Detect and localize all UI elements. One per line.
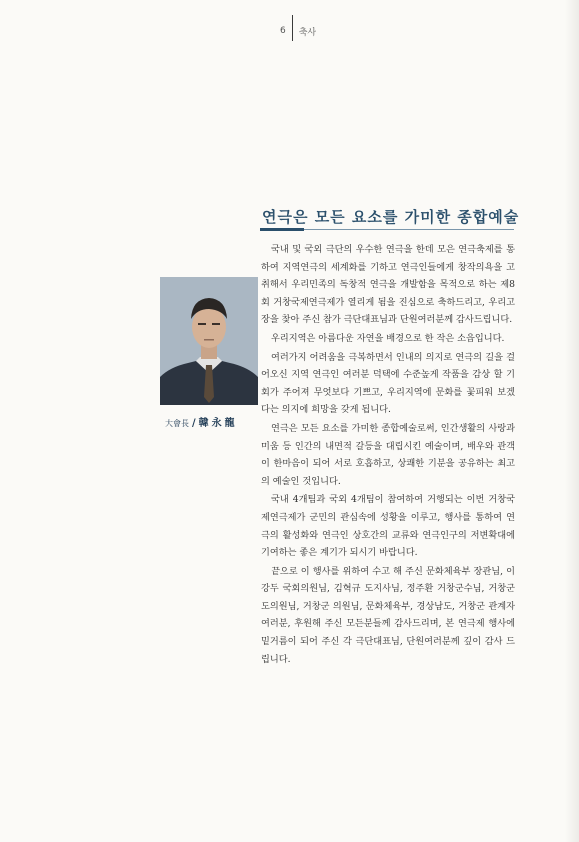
caption-name: 韓永龍	[198, 418, 238, 429]
header-divider	[292, 15, 293, 41]
body-paragraph: 끝으로 이 행사를 위하여 수고 해 주신 문화체육부 장관님, 이강두 국회의원님, 김혁규 도지사님, 정주환 거창군수님, 거창군 도의원님, 거창군 의원님, 문화체육부, 경상남도, 거창군 관계자 여러분, 후원해 주신 모든분들께 감사드리며, 본 연극제 행사에 밑거름이 되어 주신 각 극단대표님, 단원여러분께 깊이 감사 드립니다.	[261, 565, 515, 665]
section-label: 축사	[298, 27, 317, 38]
caption-separator: /	[192, 418, 196, 429]
body-paragraph: 국내 및 국외 극단의 우수한 연극을 한데 모은 연극축제를 통하여 지역연극의 세계화를 기하고 연극인들에게 창작의욕을 고취해서 우리민족의 독창적 연극을 개발함을 목적으로 하는 제8회 거창국제연극제가 열리게 됨을 진심으로 축하드리고, 우리고장을 찾아 주신 참가 극단대표님과 단원여러분께 감사드립니다.	[261, 244, 515, 326]
running-header	[280, 22, 316, 40]
body-paragraph: 국내 4개팀과 국외 4개팀이 참여하여 거행되는 이번 거창국제연극제가 군민의 관심속에 성황을 이루고, 행사를 통하여 연극의 활성화와 연극인 상호간의 교류와 연극인구의 저변확대에 기여하는 좋은 계기가 되시기 바랍니다.	[261, 494, 515, 559]
body-paragraph: 연극은 모든 요소를 가미한 종합예술로써, 인간생활의 사랑과 미움 등 인간의 내면적 갈등을 대립시킨 예술이며, 배우와 관객이 한마음이 되어 서로 호흡하고, 상쾌한 기분을 공유하는 최고의 예술인 것입니다.	[261, 422, 515, 487]
caption-role: 大會長	[165, 419, 189, 428]
page-edge-shadow	[565, 0, 579, 842]
article-body	[261, 241, 515, 669]
article-title: 연극은 모든 요소를 가미한 종합예술	[262, 208, 520, 226]
portrait-caption	[165, 414, 238, 429]
portrait-photo	[160, 277, 258, 405]
portrait-illustration	[160, 277, 258, 405]
body-paragraph: 여러가지 어려움을 극복하면서 인내의 의지로 연극의 길을 걸어오신 지역 연극인 여러분 덕택에 수준높게 작품을 감상 할 기회가 주어져 무엇보다 기쁘고, 우리지역에 문화를 꽃피워 보겠다는 의지에 희망을 갖게 됩니다.	[261, 351, 515, 416]
body-paragraph: 우리지역은 아름다운 자연을 배경으로 한 작은 소읍입니다.	[271, 332, 505, 344]
title-underline-accent	[260, 228, 304, 231]
page-number: 6	[280, 26, 286, 36]
